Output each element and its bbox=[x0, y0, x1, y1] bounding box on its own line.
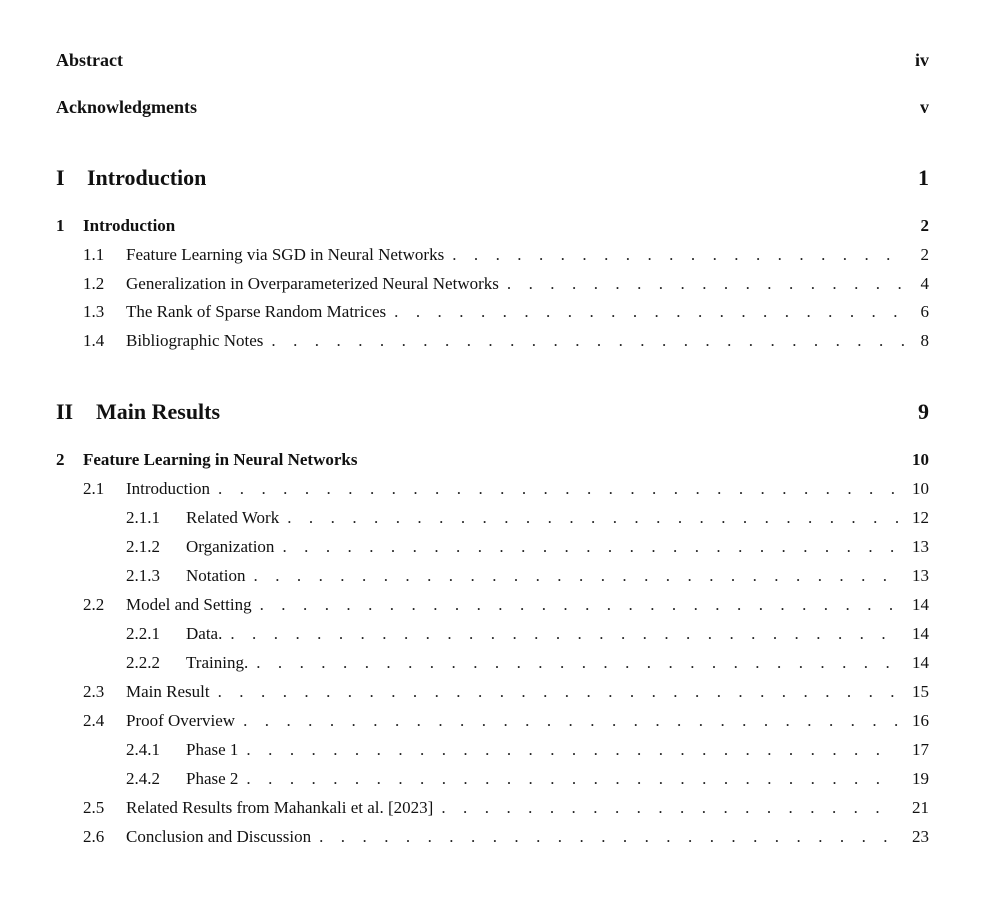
toc-section-title: Bibliographic Notes bbox=[126, 331, 264, 350]
toc-part-title: Main Results bbox=[96, 399, 221, 424]
toc-subsection-number: 2.2.2 bbox=[126, 653, 160, 672]
toc-part-title: Introduction bbox=[87, 165, 207, 190]
toc-subsection-page: 14 bbox=[912, 624, 929, 643]
toc-subsection-page: 12 bbox=[912, 508, 929, 527]
toc-section-title: Generalization in Overparameterized Neural Networks bbox=[126, 274, 499, 293]
toc-section-2-4[interactable] bbox=[83, 711, 929, 731]
toc-subsection-2-1-1[interactable] bbox=[126, 508, 929, 528]
toc-entry-abstract[interactable] bbox=[56, 50, 929, 71]
dot-leader bbox=[243, 711, 898, 731]
dot-leader bbox=[319, 827, 898, 847]
toc-section-page: 16 bbox=[912, 711, 929, 730]
toc-section-page: 23 bbox=[912, 827, 929, 846]
toc-section-number: 2.1 bbox=[83, 479, 105, 498]
dot-leader bbox=[230, 624, 898, 644]
toc-section-number: 2.2 bbox=[83, 595, 105, 614]
toc-subsection-title: Data. bbox=[186, 624, 223, 643]
toc-subsection-page: 17 bbox=[912, 740, 929, 759]
toc-section-title: Main Result bbox=[126, 682, 210, 701]
toc-subsection-title: Phase 1 bbox=[186, 740, 239, 759]
toc-section-2-5[interactable] bbox=[83, 798, 929, 818]
toc-section-title: Model and Setting bbox=[126, 595, 252, 614]
toc-section-1-4[interactable] bbox=[83, 331, 929, 351]
toc-section-2-3[interactable] bbox=[83, 682, 929, 702]
toc-subsection-page: 14 bbox=[912, 653, 929, 672]
toc-subsection-2-1-3[interactable] bbox=[126, 566, 929, 586]
dot-leader bbox=[441, 798, 898, 818]
toc-section-page: 6 bbox=[920, 302, 929, 321]
toc-section-number: 2.6 bbox=[83, 827, 105, 846]
dot-leader bbox=[287, 508, 898, 528]
toc-entry-title: Acknowledgments bbox=[56, 97, 198, 117]
dot-leader bbox=[218, 682, 898, 702]
toc-section-number: 1.3 bbox=[83, 302, 105, 321]
toc-chapter-page: 2 bbox=[920, 216, 929, 235]
toc-section-page: 4 bbox=[920, 274, 929, 293]
toc-section-page: 8 bbox=[920, 331, 929, 350]
toc-section-1-1[interactable] bbox=[83, 245, 929, 265]
toc-part-1[interactable] bbox=[56, 165, 929, 191]
toc-subsection-2-4-1[interactable] bbox=[126, 740, 929, 760]
toc-part-number: I bbox=[56, 165, 65, 190]
toc-part-page: 1 bbox=[918, 165, 929, 190]
toc-section-title: Introduction bbox=[126, 479, 211, 498]
toc-part-2[interactable] bbox=[56, 399, 929, 425]
toc-section-2-1[interactable] bbox=[83, 479, 929, 499]
toc-section-page: 10 bbox=[912, 479, 929, 498]
toc-section-1-3[interactable] bbox=[83, 302, 929, 322]
dot-leader bbox=[256, 653, 898, 673]
dot-leader bbox=[452, 245, 906, 265]
toc-part-number: II bbox=[56, 399, 74, 424]
toc-subsection-title: Phase 2 bbox=[186, 769, 239, 788]
dot-leader bbox=[282, 537, 898, 557]
toc-subsection-title: Organization bbox=[186, 537, 275, 556]
toc-chapter-title: Feature Learning in Neural Networks bbox=[83, 450, 358, 469]
toc-section-number: 2.5 bbox=[83, 798, 105, 817]
dot-leader bbox=[260, 595, 898, 615]
toc-subsection-2-2-2[interactable] bbox=[126, 653, 929, 673]
toc-entry-acknowledgments[interactable] bbox=[56, 97, 929, 118]
dot-leader bbox=[507, 274, 907, 294]
toc-part-page: 9 bbox=[918, 399, 929, 424]
toc-section-page: 15 bbox=[912, 682, 929, 701]
toc-subsection-number: 2.1.1 bbox=[126, 508, 160, 527]
toc-section-title: Feature Learning via SGD in Neural Networks bbox=[126, 245, 445, 264]
toc-subsection-2-4-2[interactable] bbox=[126, 769, 929, 789]
toc-subsection-page: 19 bbox=[912, 769, 929, 788]
toc-section-page: 2 bbox=[920, 245, 929, 264]
toc-subsection-2-2-1[interactable] bbox=[126, 624, 929, 644]
dot-leader bbox=[246, 740, 898, 760]
dot-leader bbox=[394, 302, 906, 322]
toc-section-title: The Rank of Sparse Random Matrices bbox=[126, 302, 387, 321]
toc-section-number: 1.4 bbox=[83, 331, 105, 350]
toc-section-page: 14 bbox=[912, 595, 929, 614]
toc-section-2-2[interactable] bbox=[83, 595, 929, 615]
toc-subsection-page: 13 bbox=[912, 537, 929, 556]
dot-leader bbox=[254, 566, 899, 586]
toc-chapter-2[interactable] bbox=[56, 450, 929, 470]
toc-chapter-1[interactable] bbox=[56, 216, 929, 236]
toc-section-number: 2.3 bbox=[83, 682, 105, 701]
dot-leader bbox=[218, 479, 898, 499]
toc-section-number: 1.1 bbox=[83, 245, 105, 264]
toc-subsection-title: Related Work bbox=[186, 508, 280, 527]
toc-chapter-title: Introduction bbox=[83, 216, 176, 235]
toc-chapter-number: 2 bbox=[56, 450, 65, 469]
dot-leader bbox=[246, 769, 898, 789]
toc-section-number: 1.2 bbox=[83, 274, 105, 293]
toc-subsection-number: 2.1.3 bbox=[126, 566, 160, 585]
toc-entry-page: iv bbox=[914, 50, 929, 70]
toc-entry-page: v bbox=[920, 97, 929, 117]
dot-leader bbox=[271, 331, 906, 351]
toc-entry-title: Abstract bbox=[56, 50, 123, 70]
toc-subsection-title: Notation bbox=[186, 566, 246, 585]
toc-subsection-number: 2.4.2 bbox=[126, 769, 160, 788]
toc-section-page: 21 bbox=[912, 798, 929, 817]
toc-section-1-2[interactable] bbox=[83, 274, 929, 294]
toc-section-title: Conclusion and Discussion bbox=[126, 827, 312, 846]
toc-section-number: 2.4 bbox=[83, 711, 105, 730]
toc-subsection-number: 2.1.2 bbox=[126, 537, 160, 556]
toc-section-2-6[interactable] bbox=[83, 827, 929, 847]
toc-subsection-number: 2.2.1 bbox=[126, 624, 160, 643]
toc-subsection-page: 13 bbox=[912, 566, 929, 585]
toc-chapter-page: 10 bbox=[912, 450, 929, 469]
toc-chapter-number: 1 bbox=[56, 216, 65, 235]
toc-section-title: Proof Overview bbox=[126, 711, 236, 730]
toc-subsection-title: Training. bbox=[186, 653, 249, 672]
toc-subsection-number: 2.4.1 bbox=[126, 740, 160, 759]
toc-section-title: Related Results from Mahankali et al. [2023] bbox=[126, 798, 434, 817]
toc-subsection-2-1-2[interactable] bbox=[126, 537, 929, 557]
